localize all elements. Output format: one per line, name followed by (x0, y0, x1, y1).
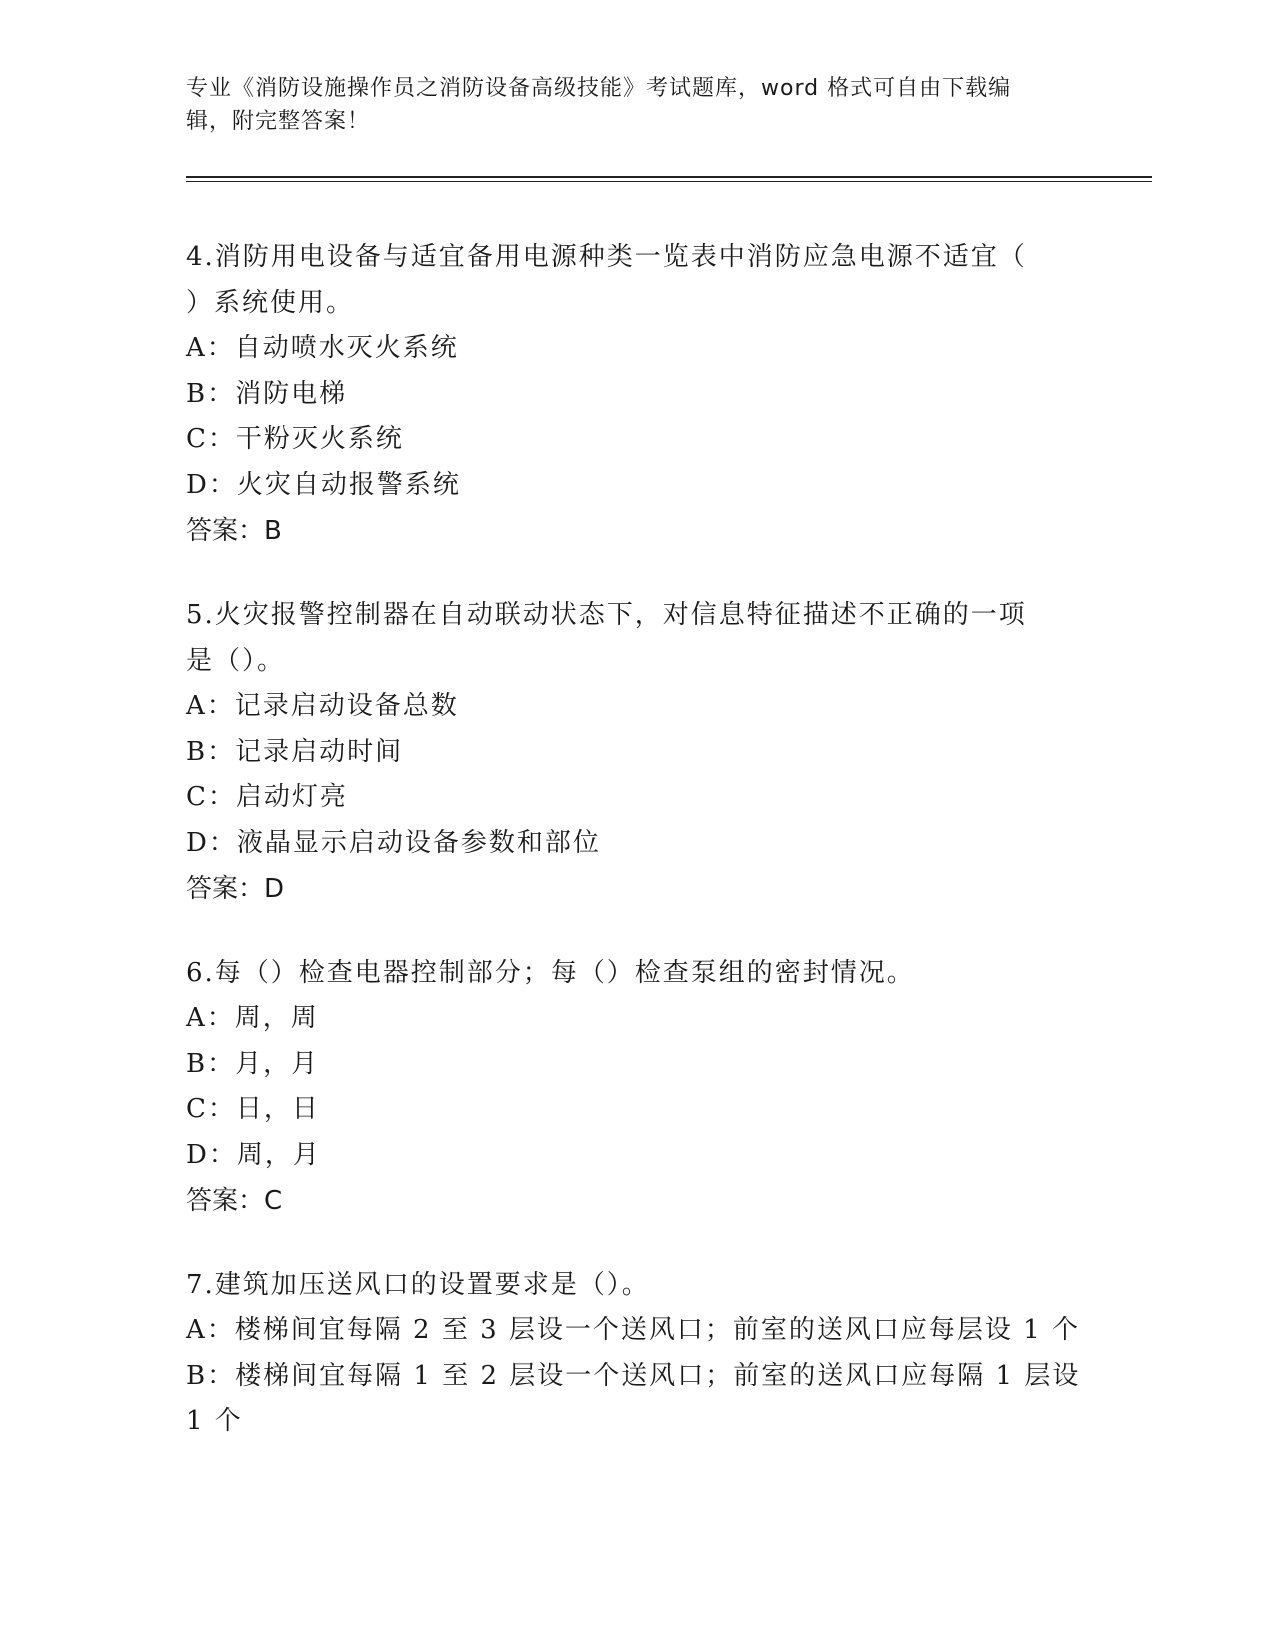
option-a: A：周，周 (186, 1003, 319, 1033)
option-c: C：启动灯亮 (186, 782, 348, 812)
header-divider-thick (186, 176, 1152, 178)
question-stem: 6.每（）检查电器控制部分；每（）检查泵组的密封情况。 (186, 958, 915, 988)
option-c: C：干粉灭火系统 (186, 424, 404, 454)
question-stem: 4.消防用电设备与适宜备用电源种类一览表中消防应急电源不适宜（ (186, 242, 1027, 272)
option-b: B：消防电梯 (186, 378, 348, 409)
option-b: B：记录启动时间 (186, 736, 404, 767)
option-a: A：楼梯间宜每隔 2 至 3 层设一个送风口；前室的送风口应每层设 1 个 (186, 1315, 1080, 1345)
question-stem: 7.建筑加压送风口的设置要求是（）。 (186, 1270, 650, 1300)
question-7 (186, 1262, 1086, 1445)
header-line-2: 辑，附完整答案！ (186, 109, 371, 134)
question-stem: 5.火灾报警控制器在自动联动状态下，对信息特征描述不正确的一项 (186, 600, 1027, 630)
question-list (186, 234, 1086, 1483)
header-line-1: 专业《消防设施操作员之消防设备高级技能》考试题库，word 格式可自由下载编 (186, 76, 1012, 101)
question-stem-continued: ）系统使用。 (186, 288, 355, 318)
option-d: D：液晶显示启动设备参数和部位 (186, 827, 601, 858)
option-b: B：楼梯间宜每隔 1 至 2 层设一个送风口；前室的送风口应每隔 1 层设 (186, 1360, 1081, 1391)
document-header (186, 72, 1066, 138)
question-6 (186, 950, 1086, 1224)
option-d: D：周，月 (186, 1139, 321, 1170)
question-4 (186, 234, 1086, 554)
answer: 答案：C (186, 1186, 283, 1216)
answer: 答案：D (186, 874, 285, 904)
option-a: A：记录启动设备总数 (186, 691, 459, 721)
question-stem-continued: 是（）。 (186, 646, 286, 676)
answer: 答案：B (186, 516, 282, 546)
option-b-continued: 1 个 (186, 1406, 243, 1436)
option-d: D：火灾自动报警系统 (186, 469, 461, 500)
option-b: B：月，月 (186, 1048, 320, 1079)
option-a: A：自动喷水灭火系统 (186, 333, 459, 363)
option-c: C：日，日 (186, 1094, 320, 1124)
header-divider-thin (186, 181, 1152, 182)
question-5 (186, 592, 1086, 912)
